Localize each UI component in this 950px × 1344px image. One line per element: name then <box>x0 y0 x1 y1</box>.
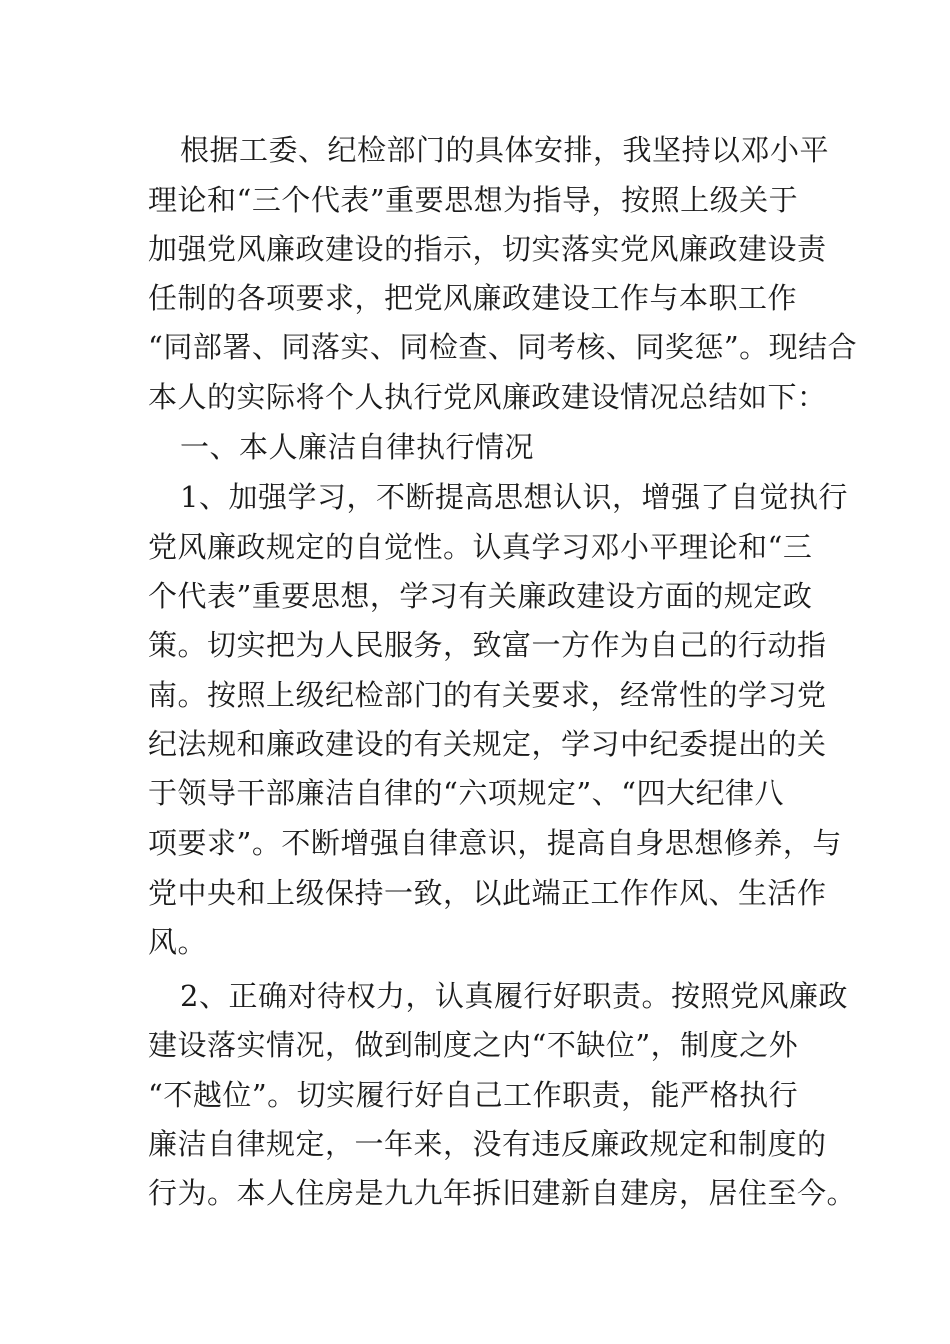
paragraph-2-line-4: 策。切实把为人民服务，致富一方作为自己的行动指 <box>148 628 827 662</box>
paragraph-2-line-7: 于领导干部廉洁自律的“六项规定”、“四大纪律八 <box>148 776 784 810</box>
paragraph-1-line-3: 加强党风廉政建设的指示，切实落实党风廉政建设责 <box>148 232 827 266</box>
paragraph-1-line-4: 任制的各项要求，把党风廉政建设工作与本职工作 <box>148 281 798 315</box>
paragraph-2-line-3: 个代表”重要思想，学习有关廉政建设方面的规定政 <box>148 579 813 613</box>
paragraph-2-line-6: 纪法规和廉政建设的有关规定，学习中纪委提出的关 <box>148 727 827 761</box>
paragraph-1-line-1: 根据工委、纪检部门的具体安排，我坚持以邓小平 <box>180 133 830 167</box>
paragraph-2-line-2: 党风廉政规定的自觉性。认真学习邓小平理论和“三 <box>148 530 813 564</box>
paragraph-2-line-10: 风。 <box>148 925 208 959</box>
paragraph-1-line-2: 理论和“三个代表”重要思想为指导，按照上级关于 <box>148 183 799 217</box>
paragraph-3-line-1: 2、正确对待权力，认真履行好职责。按照党风廉政 <box>180 979 848 1013</box>
paragraph-2-line-9: 党中央和上级保持一致，以此端正工作作风、生活作 <box>148 876 827 910</box>
paragraph-3-line-3: “不越位”。切实履行好自己工作职责，能严格执行 <box>148 1078 799 1112</box>
paragraph-3-line-4: 廉洁自律规定，一年来，没有违反廉政规定和制度的 <box>148 1127 827 1161</box>
paragraph-1-line-5: “同部署、同落实、同检查、同考核、同奖惩”。现结合 <box>148 330 858 364</box>
paragraph-1-line-6: 本人的实际将个人执行党风廉政建设情况总结如下： <box>148 380 827 414</box>
paragraph-2-line-1: 1、加强学习，不断提高思想认识，增强了自觉执行 <box>180 480 848 514</box>
paragraph-3-line-5: 行为。本人住房是九九年拆旧建新自建房，居住至今。 <box>148 1176 857 1210</box>
section-heading-1: 一、本人廉洁自律执行情况 <box>180 430 535 464</box>
paragraph-2-line-5: 南。按照上级纪检部门的有关要求，经常性的学习党 <box>148 678 827 712</box>
paragraph-2-line-8: 项要求”。不断增强自律意识，提高自身思想修养，与 <box>148 826 842 860</box>
paragraph-3-line-2: 建设落实情况，做到制度之内“不缺位”，制度之外 <box>148 1028 799 1062</box>
